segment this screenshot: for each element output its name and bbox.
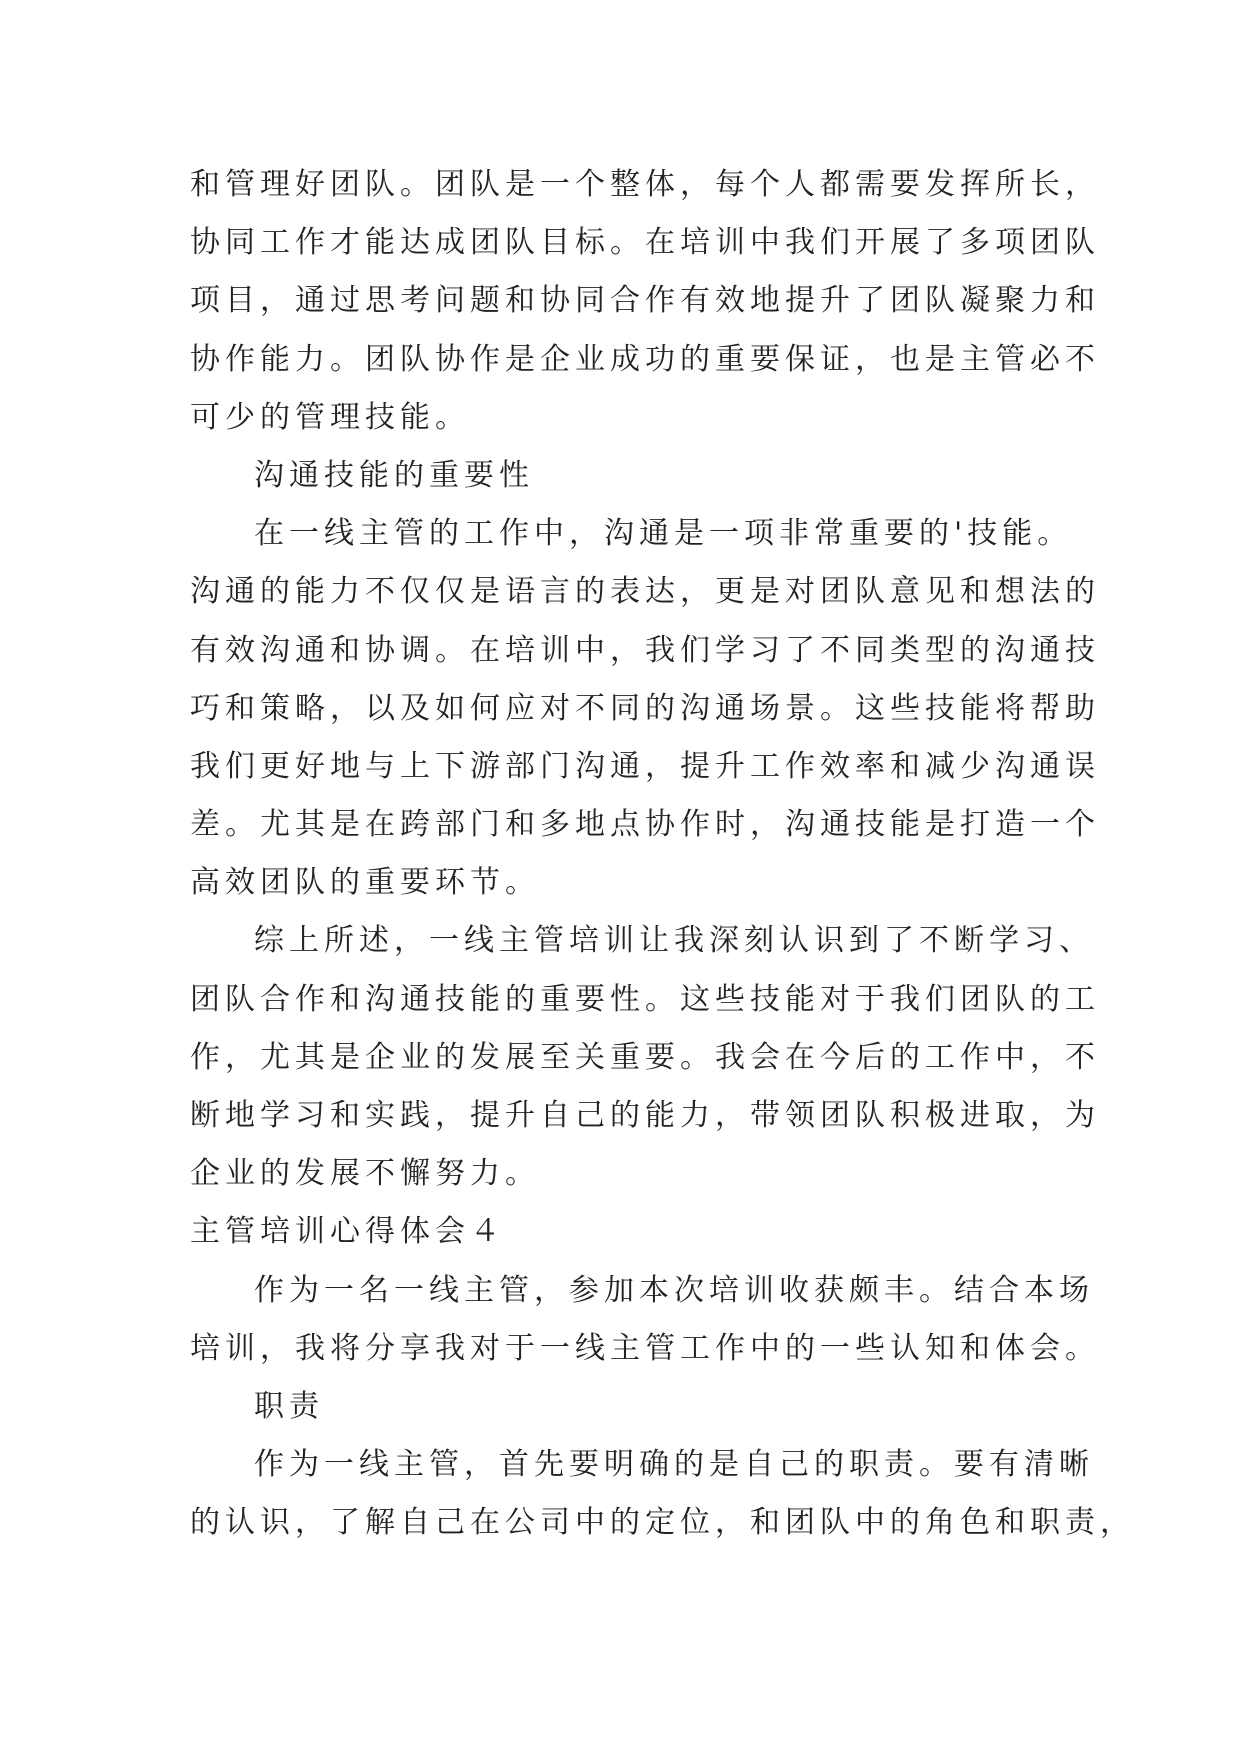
paragraph-line: 协作能力。团队协作是企业成功的重要保证，也是主管必不: [190, 341, 1100, 377]
article-title: 主管培训心得体会４: [190, 1214, 505, 1250]
paragraph-line: 和管理好团队。团队是一个整体，每个人都需要发挥所长，: [190, 167, 1100, 202]
paragraph-line: 企业的发展不懈努力。: [190, 1156, 540, 1192]
paragraph-line: 巧和策略，以及如何应对不同的沟通场景。这些技能将帮助: [190, 690, 1100, 726]
paragraph-line: 的认识，了解自己在公司中的定位，和团队中的角色和职责，: [190, 1505, 1135, 1541]
paragraph-line: 作为一名一线主管，参加本次培训收获颇丰。结合本场: [254, 1272, 1094, 1308]
section-heading: 职责: [254, 1388, 324, 1424]
paragraph-line: 我们更好地与上下游部门沟通，提升工作效率和减少沟通误: [190, 748, 1100, 784]
paragraph-line: 断地学习和实践，提升自己的能力，带领团队积极进取，为: [190, 1098, 1100, 1133]
paragraph-line: 团队合作和沟通技能的重要性。这些技能对于我们团队的工: [190, 981, 1100, 1017]
paragraph-line: 高效团队的重要环节。: [190, 865, 540, 901]
paragraph-line: 培训，我将分享我对于一线主管工作中的一些认知和体会。: [190, 1330, 1100, 1366]
paragraph-line: 综上所述，一线主管培训让我深刻认识到了不断学习、: [254, 923, 1094, 959]
paragraph-line: 差。尤其是在跨部门和多地点协作时，沟通技能是打造一个: [190, 807, 1100, 843]
paragraph-line: 作为一线主管，首先要明确的是自己的职责。要有清晰: [254, 1447, 1094, 1483]
paragraph-line: 作，尤其是企业的发展至关重要。我会在今后的工作中，不: [190, 1039, 1100, 1075]
paragraph-line: 项目，通过思考问题和协同合作有效地提升了团队凝聚力和: [190, 283, 1100, 319]
paragraph-line: 可少的管理技能。: [190, 399, 470, 435]
section-heading: 沟通技能的重要性: [254, 457, 534, 493]
paragraph-line: 协同工作才能达成团队目标。在培训中我们开展了多项团队: [190, 225, 1100, 261]
paragraph-line: 有效沟通和协调。在培训中，我们学习了不同类型的沟通技: [190, 632, 1100, 668]
document-body: [190, 156, 1135, 1553]
paragraph-line: 在一线主管的工作中，沟通是一项非常重要的'技能。: [254, 516, 1073, 552]
paragraph-line: 沟通的能力不仅仅是语言的表达，更是对团队意见和想法的: [190, 574, 1100, 610]
